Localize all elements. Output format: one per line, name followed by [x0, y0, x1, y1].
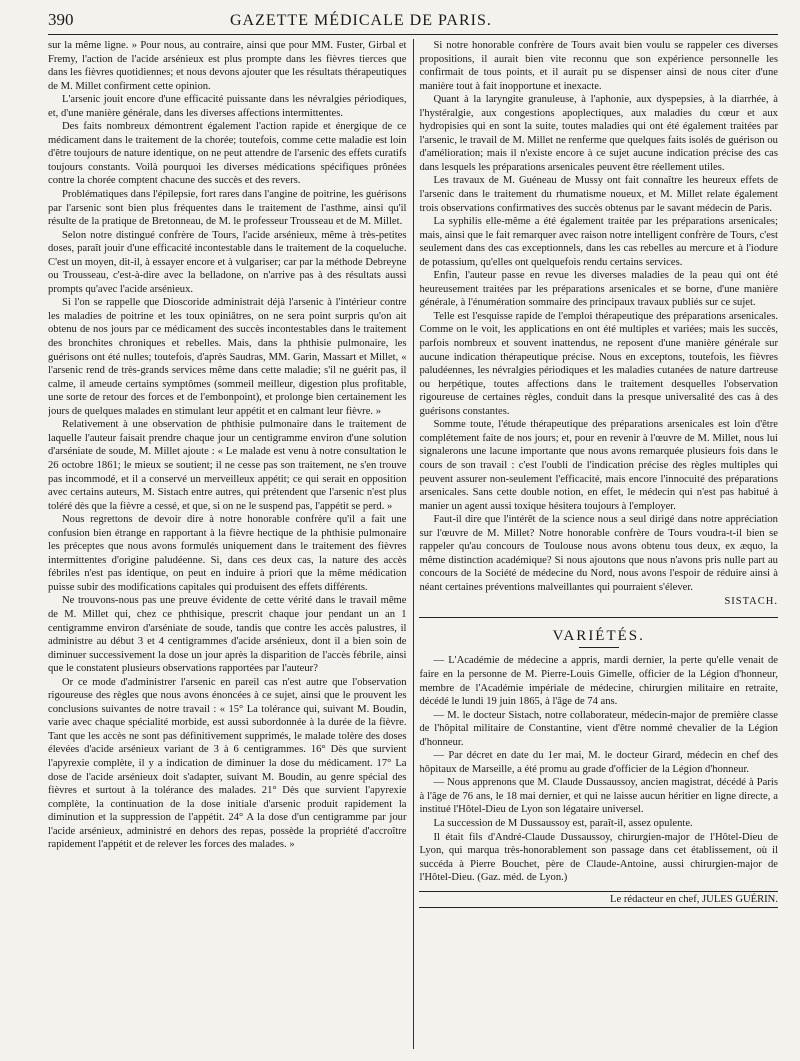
- news-item: — M. le docteur Sistach, notre collaborateur, médecin-major de première classe de l'hôpital militaire de Constantine, vient d'être nommé chevalier de la Légion d'honneur.: [419, 709, 778, 748]
- news-item: — Nous apprenons que M. Claude Dussaussoy, ancien magistrat, décédé à Paris à l'âge de 76 ans, le 18 mai dernier, et qui ne laisse aucun héritier en ligne directe, a institué l'Hôtel-Dieu de Lyon son légataire universel.: [419, 777, 778, 816]
- news-item: Il était fils d'André-Claude Dussaussoy, chirurgien-major de l'Hôtel-Dieu de Lyon, qui marqua très-honorablement son passage dans cet établissement, où il succéda à Pierre Bouchet, père de Claude-Antoine, aussi chirurgien-major de l'Hôtel-Dieu. (Gaz. méd. de Lyon.): [419, 831, 778, 884]
- paragraph: Enfin, l'auteur passe en revue les diverses maladies de la peau qui ont été heureusement traitées par les préparations arsenicales et se borne, d'une manière générale, à l'énumération sommaire des principaux travaux publiés sur ce sujet.: [419, 270, 778, 309]
- column-divider: [413, 39, 414, 1049]
- right-column: [419, 39, 778, 1049]
- paragraph: L'arsenic jouit encore d'une efficacité puissante dans les névralgies périodiques, et, d'une manière générale, dans les diverses affections intermittentes.: [48, 94, 407, 119]
- paragraph: Si notre honorable confrère de Tours avait bien voulu se rappeler ces diverses propositions, il aurait bien vite reconnu que son expérience personnelle les confirmait de tous points, et il aurait pu se dispenser ainsi de nous citer d'une manière tout à fait inopportune et inexacte.: [419, 40, 778, 92]
- editor-line: Le rédacteur en chef, JULES GUÉRIN.: [419, 891, 778, 905]
- paragraph: Ne trouvons-nous pas une preuve évidente de cette vérité dans le travail même de M. Millet qui, chez ce phthisique, prescrit chaque jour pendant un an 1 centigramme environ d'arséniate de soude, tandis que contre les accès palustres, il administre au début 3 et 4 centigrammes d'acide arsénieux, dont il a bien soin de diminuer successivement la dose un jour après la disparition de l'accès fébrile, ainsi que le constatent plusieurs observations rapportées par l'auteur?: [48, 595, 407, 675]
- paragraph: Problématiques dans l'épilepsie, fort rares dans l'angine de poitrine, les guérisons par l'arsenic sont bien plus fréquentes dans le traitement de l'asthme, ainsi qu'il résulte de la pratique de Bretonneau, de M. le professeur Trousseau et de M. Millet.: [48, 189, 407, 228]
- news-item: — Par décret en date du 1er mai, M. le docteur Girard, médecin en chef des hôpitaux de Marseille, a été promu au grade d'officier de la Légion d'honneur.: [419, 750, 778, 775]
- paragraph: sur la même ligne. » Pour nous, au contraire, ainsi que pour MM. Fuster, Girbal et Fremy, l'action de l'acide arsénieux est plus prompte dans les fièvres tierces que dans les fièvres quotidiennes; et nous devons ajouter que les résultats thérapeutiques de M. Millet confirment cette opinion.: [48, 40, 407, 92]
- section-title: VARIÉTÉS.: [552, 628, 645, 645]
- author-signature: SISTACH.: [724, 596, 778, 608]
- paragraph: La syphilis elle-même a été également traitée par les préparations arsenicales; mais, ainsi que le fait remarquer avec raison notre intelligent confrère de Tours, c'est seulement dans des cas exceptionnels, dans les cas rebelles au mercure et à l'iodure de potassium, qu'elles ont quelquefois rendu certains services.: [419, 216, 778, 268]
- paragraph: Des faits nombreux démontrent également l'action rapide et énergique de ce médicament dans le traitement de la chorée; toutefois, comme cette maladie est loin d'être toujours de nature identique, on ne peut attendre de l'arsenic des effets curatifs toujours constants. Voilà pourquoi les diverses médications spécifiques prônées contre la chorée comptent chacune des succès et des revers.: [48, 121, 407, 187]
- paragraph: Somme toute, l'étude thérapeutique des préparations arsenicales est loin d'être complétement faite de nos jours; et, pour en revenir à l'œuvre de M. Millet, nous lui signalerons une lacune importante que nous avons remarquée plusieurs fois dans le cours de son travail : c'est l'oubli de l'indication précise des règles multiples qui peuvent assurer non-seulement l'efficacité, mais encore l'innocuité des préparations arsenicales. Sans cette double notion, en effet, le médecin qui n'est pas habitué à manier un agent aussi toxique hésitera toujours à l'employer.: [419, 419, 778, 512]
- paragraph: Selon notre distingué confrère de Tours, l'acide arsénieux, même à très-petites doses, paraît jouir d'une efficacité incontestable dans le traitement de la coqueluche. C'est un moyen, dit-il, à essayer encore et à vulgariser; car par la méthode Debreyne ou Trousseau, c'est-à-dire avec la belladone, on n'arrive pas à des résultats aussi prompts qu'avec l'acide arsénieux.: [48, 229, 407, 295]
- section-divider: [419, 617, 778, 618]
- news-item: La succession de M Dussaussoy est, paraît-il, assez opulente.: [433, 817, 693, 829]
- title-underline: [579, 647, 619, 648]
- page-number: 390: [48, 10, 74, 29]
- paragraph: Nous regrettons de devoir dire à notre honorable confrère qu'il a fait une confusion bien étrange en rapportant à la fièvre hectique de la phthisie pulmonaire les préceptes que nous avons formulés uniquement dans le traitement des fièvres intermittentes d'origine paludéenne. Si, dans ces deux cas, la nature des accès fébriles n'est pas identique, on peut en induire à priori que la même médication puisse subir des modifications capitales qui produisent des effets différents.: [48, 514, 407, 593]
- paragraph: Telle est l'esquisse rapide de l'emploi thérapeutique des préparations arsenicales. Comme on le voit, les applications en ont été multiples et variées; mais les succès, parfois nombreux et souvent inattendus, ne reposent d'une manière générale sur aucune indication thérapeutique précise. Nous en exceptons, toutefois, les fièvres paludéennes, les névralgies périodiques et les maladies cutanées de nature dartreuse ou herpétique, toutes affections dans le traitement desquelles l'observation rigoureuse de certaines règles, conduit dans la presque universalité des cas à des guérisons constantes.: [419, 310, 778, 417]
- paragraph: Si l'on se rappelle que Dioscoride administrait déjà l'arsenic à l'intérieur contre les maladies de poitrine et les toux opiniâtres, on ne sera point surpris qu'on ait obtenu de nos jours par ce médicament des succès incontestables dans le traitement des bronchites chroniques et rebelles. Mais, dans la phthisie pulmonaire, les guérisons ont été nulles; toutefois, d'après Saudras, MM. Garin, Massart et Millet, « l'arsenic rend de très-grands services même dans cette maladie; s'il ne guérit pas, il calme, il ameude certains symptômes (sommeil meilleur, digestion plus profitable, une sorte de retour des forces et de l'embonpoint), et prolonge bien certainement les jours de quelques malades en stimulant leur appétit et en calmant leur fièvre. »: [48, 297, 407, 417]
- paragraph: Quant à la laryngite granuleuse, à l'aphonie, aux dyspepsies, à la diarrhée, à l'hystéralgie, aux congestions apoplectiques, aux maladies du cœur et aux hydropisies qui en sont la suite, toutes maladies qui ont été également traitées par l'arsenic, le travail de M. Millet ne renferme que quelques faits isolés de guérison ou d'amélioration; mais il n'existe encore à ce sujet aucune indication précise des cas dans lesquels les préparations arsenicales peuvent être réellement utiles.: [419, 94, 778, 173]
- text-columns: [48, 39, 778, 1049]
- paragraph: Les travaux de M. Guéneau de Mussy ont fait connaître les heureux effets de l'arsenic dans le traitement du rhumatisme noueux, et M. Millet relate également trois observations confirmatives des succès obtenus par le savant médecin de Paris.: [419, 175, 778, 214]
- paragraph: Or ce mode d'administrer l'arsenic en pareil cas n'est autre que l'observation rigoureuse des règles que nous avons énoncées à ce sujet, ainsi que le prouvent les conclusions suivantes de notre travail : « 15° La tolérance qui, suivant M. Boudin, varie avec chaque spécialité morbide, est aussi subordonnée à la durée de la fièvre. Tant que les accès ne sont pas définitivement supprimés, le malade tolère des doses élevées d'acide arsénieux variant de 3 à 6 centigrammes. 16° Dès que survient l'apyrexie complète, il y a indication de diminuer la dose du médicament. 17° La dose de l'acide arsénieux doit s'adapter, suivant M. Boudin, au genre spécial des fièvres et surtout à la tolérance des malades. 21° Dès que survient l'apyrexie complète, la continuation de la dose initiale d'arsenic produit rapidement la diminution et la suppression de l'appétit. 24° A la dose d'un centigramme par jour l'acide arsénieux, administré en dehors des repas, possède la propriété d'accroître rapidement l'appétit et de relever les forces des malades. »: [48, 676, 407, 851]
- paragraph: Faut-il dire que l'intérêt de la science nous a seul dirigé dans notre appréciation sur l'œuvre de M. Millet? Notre honorable confrère de Tours voudra-t-il bien se rappeler qu'au concours de Toulouse nous avons obtenu tous deux, ex æquo, la même distinction académique? Si nous ajoutons que nous n'avons pris nulle part au concours de la Société de médecine du Nord, nous avons l'espoir de réduire ainsi à néant certaines préventions malveillantes qui pourraient s'élever.: [419, 514, 778, 593]
- page-header: [48, 10, 778, 35]
- running-title: GAZETTE MÉDICALE DE PARIS.: [230, 12, 492, 29]
- end-rule: [419, 907, 778, 908]
- paragraph: Relativement à une observation de phthisie pulmonaire dans le traitement de laquelle l'auteur faisait prendre chaque jour un centigramme environ d'une solution d'arséniate de soude, M. Millet ajoute : « Le malade est venu à notre consultation le 26 octobre 1861; le mieux se soutient; il ne cesse pas son traitement, ne s'en trouve pas incommodé, et il a conservé un merveilleux appétit; ce qui serait en opposition avec certains auteurs, M. Sistach entre autres, qui prétendent que l'arsenic n'est plus toléré dès que la fièvre a cessé, et que, si on ne le suspend pas, l'appétit se perd. »: [48, 419, 407, 512]
- news-item: — L'Académie de médecine a appris, mardi dernier, la perte qu'elle venait de faire en la personne de M. Pierre-Louis Gimelle, officier de la Légion d'honneur, membre de l'Académie impériale de médecine, chirurgien militaire en retraite, décédé le lundi 19 juin 1865, à l'âge de 74 ans.: [419, 655, 778, 708]
- left-column: [48, 39, 407, 1049]
